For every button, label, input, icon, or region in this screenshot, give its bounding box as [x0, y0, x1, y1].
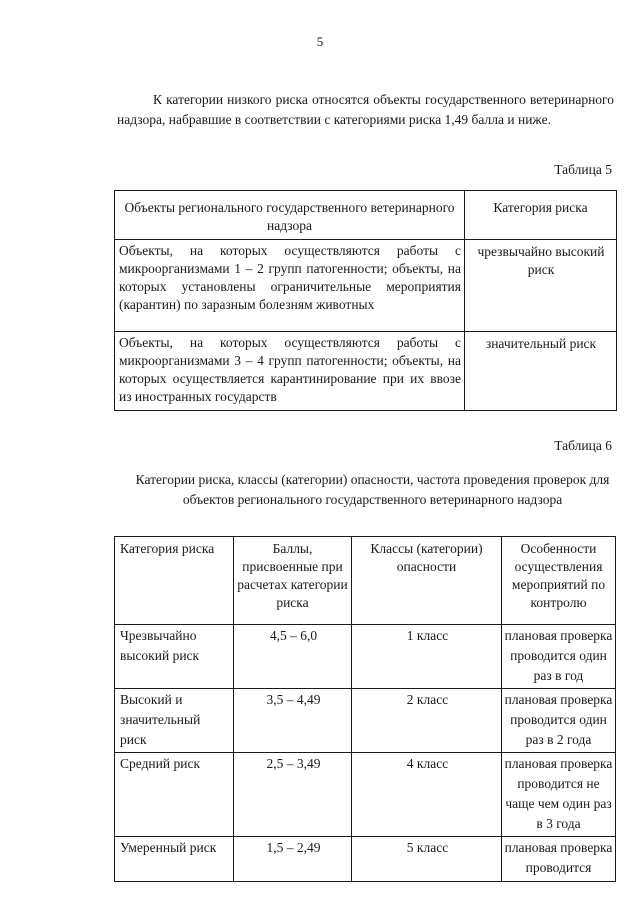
table-header-row — [115, 191, 617, 240]
object-description-cell: Объекты, на которых осуществляются работы с микроорганизмами 3 – 4 групп патогенности; объекты, на которых осуществляется карантинирование при их ввозе из иностранных государств — [115, 332, 465, 411]
intro-paragraph: К категории низкого риска относятся объекты государственного ветеринарного надзора, набравшие в соответствии с категориями риска 1,49 балла и ниже. — [117, 92, 614, 127]
table-header-row — [115, 537, 616, 625]
risk-classes-table — [114, 536, 616, 882]
inspection-frequency-cell: плановая проверка проводится не чаще чем один раз в 3 года — [502, 753, 616, 837]
hazard-class-cell: 4 класс — [352, 753, 502, 837]
hazard-class-cell: 5 класс — [352, 837, 502, 882]
table-row — [115, 837, 616, 882]
column-header: Объекты регионального государственного ветеринарного надзора — [115, 191, 465, 240]
table-row — [115, 240, 617, 332]
risk-category-cell: Средний риск — [115, 753, 234, 837]
page-number: 5 — [316, 34, 324, 49]
column-header: Категория риска — [115, 537, 234, 625]
risk-category-cell: значительный риск — [465, 332, 617, 411]
inspection-frequency-cell: плановая проверка проводится один раз в 2 года — [502, 689, 616, 753]
column-header: Особенности осуществления мероприятий по контролю — [502, 537, 616, 625]
table-row — [115, 625, 616, 689]
inspection-frequency-cell: плановая проверка проводится один раз в год — [502, 625, 616, 689]
score-range-cell: 3,5 – 4,49 — [234, 689, 352, 753]
risk-category-cell: чрезвычайно высокий риск — [465, 240, 617, 332]
score-range-cell: 4,5 – 6,0 — [234, 625, 352, 689]
table5-caption: Таблица 5 — [554, 162, 612, 177]
risk-category-cell: Умеренный риск — [115, 837, 234, 882]
hazard-class-cell: 2 класс — [352, 689, 502, 753]
column-header: Баллы, присвоенные при расчетах категории риска — [234, 537, 352, 625]
score-range-cell: 2,5 – 3,49 — [234, 753, 352, 837]
table-row — [115, 332, 617, 411]
risk-category-cell: Чрезвычайно высокий риск — [115, 625, 234, 689]
inspection-frequency-cell: плановая проверка проводится — [502, 837, 616, 882]
risk-category-cell: Высокий и значительный риск — [115, 689, 234, 753]
table6-title: Категории риска, классы (категории) опасности, частота проведения проверок для объектов регионального государственного ветеринарного надзора — [135, 472, 610, 507]
table-row — [115, 753, 616, 837]
table6-caption: Таблица 6 — [554, 438, 612, 453]
table-row — [115, 689, 616, 753]
risk-objects-table — [114, 190, 617, 411]
score-range-cell: 1,5 – 2,49 — [234, 837, 352, 882]
hazard-class-cell: 1 класс — [352, 625, 502, 689]
column-header: Классы (категории) опасности — [352, 537, 502, 625]
column-header: Категория риска — [465, 191, 617, 240]
object-description-cell: Объекты, на которых осуществляются работы с микроорганизмами 1 – 2 групп патогенности; объекты, на которых установлены ограничительные мероприятия (карантин) по заразным болезням животных — [115, 240, 465, 332]
